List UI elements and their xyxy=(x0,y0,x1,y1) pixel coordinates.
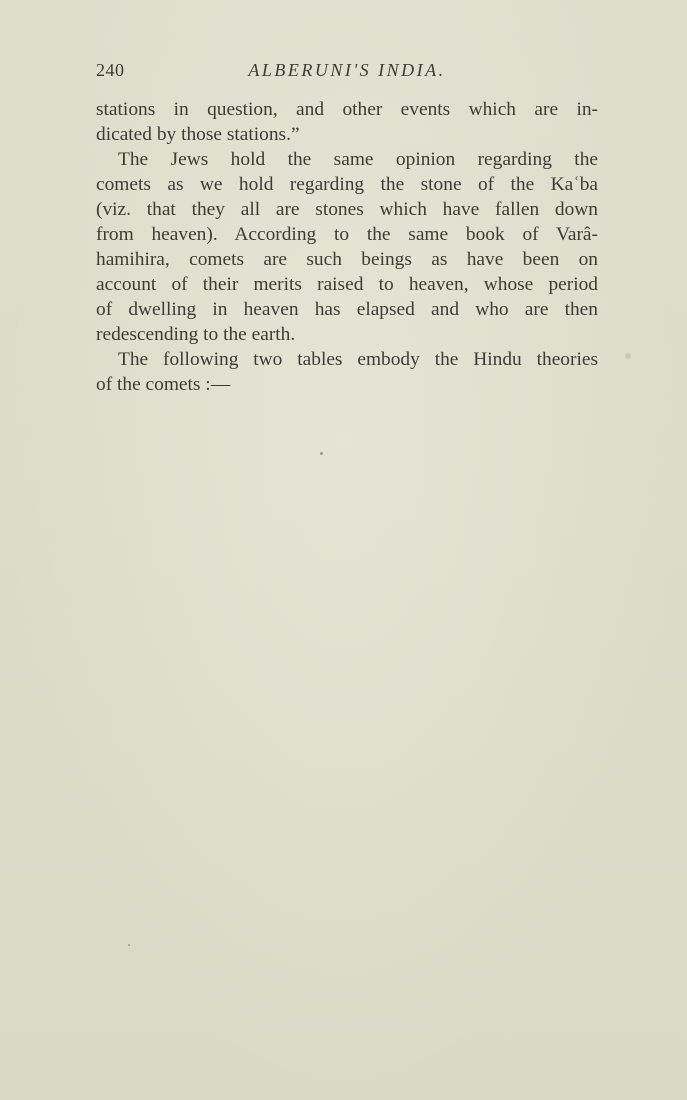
text-line: The following two tables embody the Hindu theories xyxy=(118,349,598,370)
text-line: comets as we hold regarding the stone of the Kaʿba xyxy=(96,174,598,195)
body-text xyxy=(96,97,598,397)
text-line: hamihira, comets are such beings as have been on xyxy=(96,249,598,270)
page-number: 240 xyxy=(96,60,125,80)
running-title: ALBERUNI'S INDIA. xyxy=(248,60,446,80)
paper-speck xyxy=(625,353,631,359)
text-line: account of their merits raised to heaven, whose period xyxy=(96,274,598,295)
paper-speck xyxy=(320,452,323,455)
text-line: dicated by those stations.” xyxy=(96,124,300,145)
text-line: of the comets :— xyxy=(96,374,231,395)
text-line: from heaven). According to the same book of Varâ- xyxy=(96,224,598,245)
text-line: stations in question, and other events which are in- xyxy=(96,99,598,120)
paper-speck xyxy=(128,944,130,946)
text-line: of dwelling in heaven has elapsed and who are then xyxy=(96,299,598,320)
text-line: (viz. that they all are stones which have fallen down xyxy=(96,199,598,220)
text-line: The Jews hold the same opinion regarding the xyxy=(118,149,598,170)
running-head xyxy=(96,60,598,84)
paragraph xyxy=(96,147,598,347)
paragraph xyxy=(96,97,598,147)
paragraph xyxy=(96,347,598,397)
text-line: redescending to the earth. xyxy=(96,324,296,345)
